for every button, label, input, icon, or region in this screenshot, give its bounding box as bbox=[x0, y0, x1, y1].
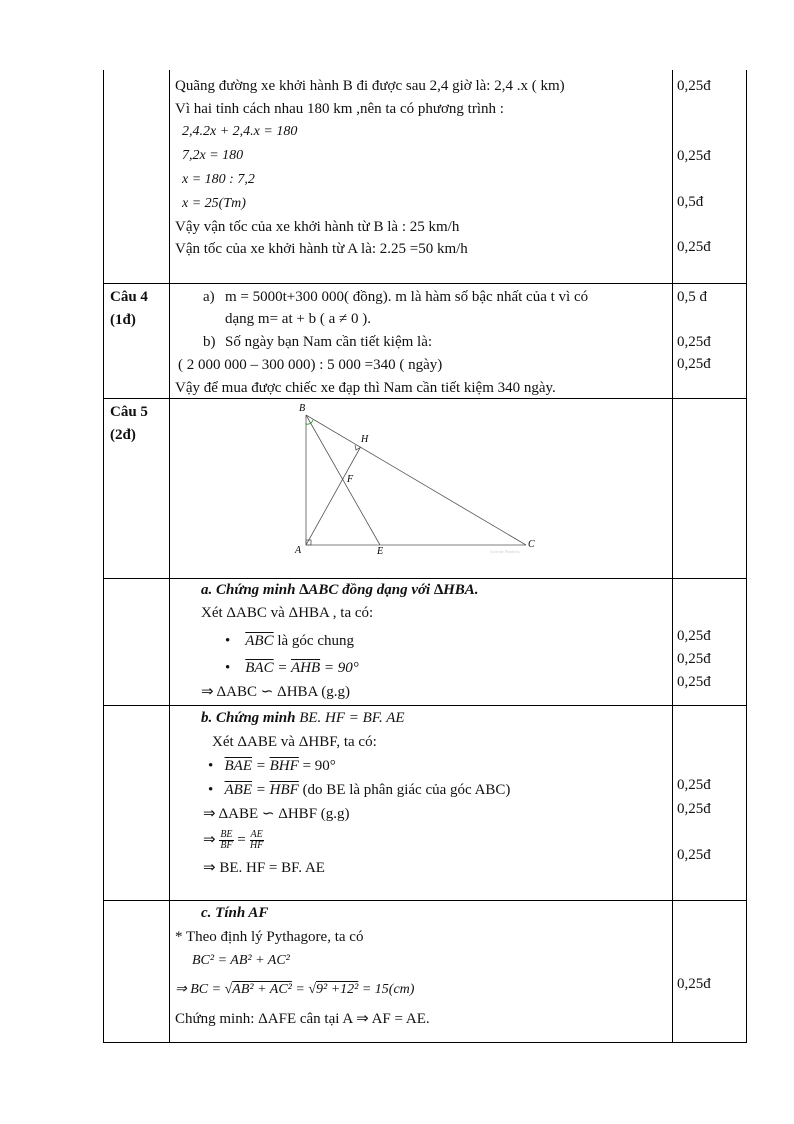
point-label-c: C bbox=[528, 539, 535, 550]
question-points: (2đ) bbox=[110, 427, 136, 443]
bullet-text: = 90° bbox=[320, 660, 359, 676]
point-label-b: B bbox=[299, 403, 306, 414]
fraction: $\frac{AE}{HF}$ bbox=[249, 829, 264, 852]
fraction: $\frac{BE}{BF}$ bbox=[220, 829, 233, 852]
bullet-item: • $\overline{ABC}$ là góc chung bbox=[225, 633, 354, 649]
text-line: dạng m= at + b ( a ≠ 0 ). bbox=[225, 311, 371, 327]
text-line: ( 2 000 000 – 300 000) : 5 000 =340 ( ngày) bbox=[178, 357, 443, 373]
part-a-title: a. Chứng minh ∆ABC đồng dạng với ∆HBA. bbox=[201, 582, 479, 598]
question-points: (1đ) bbox=[110, 312, 136, 328]
point-label-a: A bbox=[295, 545, 302, 556]
point-label-f: F bbox=[347, 474, 354, 485]
score: 0,25đ bbox=[677, 651, 711, 667]
eq-mid: = bbox=[291, 982, 309, 997]
equation: x = 25(Tm) bbox=[182, 196, 246, 211]
score: 0,25đ bbox=[677, 801, 711, 817]
watermark: Activate Windows bbox=[490, 549, 520, 554]
radicand: 9² +12² bbox=[316, 982, 359, 997]
score: 0,5 đ bbox=[677, 289, 707, 305]
score: 0,25đ bbox=[677, 78, 711, 94]
equation: x = 180 : 7,2 bbox=[182, 172, 255, 187]
angle: $\overline{AHB}$ bbox=[290, 660, 321, 676]
question-label: Câu 4 bbox=[110, 289, 148, 305]
radicand: AB² + AC² bbox=[232, 982, 292, 997]
angle: $\overline{BHF}$ bbox=[269, 758, 299, 774]
score: 0,25đ bbox=[677, 148, 711, 164]
text-line: Xét ΔABE và ΔHBF, ta có: bbox=[212, 734, 377, 750]
text-line: ⇒ ΔABE ∽ ΔHBF (g.g) bbox=[203, 806, 350, 822]
title-math: BE. HF = BF. AE bbox=[299, 710, 405, 726]
title-prefix: b. Chứng minh bbox=[201, 710, 300, 726]
angle: $\overline{BAC}$ bbox=[245, 660, 274, 676]
score: 0,25đ bbox=[677, 356, 711, 372]
fraction-equation: ⇒ $\frac{BE}{BF}$ = $\frac{AE}{HF}$ bbox=[203, 829, 264, 852]
text-line: Quãng đường xe khởi hành B đi được sau 2,4 giờ là: 2,4 .x ( km) bbox=[175, 78, 565, 94]
angle: $\overline{ABE}$ bbox=[224, 782, 253, 798]
text-line: ⇒ ΔABC ∽ ΔHBA (g.g) bbox=[201, 684, 351, 700]
text-line: ⇒ BE. HF = BF. AE bbox=[203, 860, 325, 876]
equation: ⇒ BC = √AB² + AC² = √9² +12² = 15(cm) bbox=[175, 982, 415, 997]
arrow: ⇒ bbox=[203, 832, 216, 848]
bullet-text: là góc chung bbox=[273, 633, 354, 649]
score: 0,25đ bbox=[677, 334, 711, 350]
score: 0,25đ bbox=[677, 239, 711, 255]
list-marker: a) bbox=[203, 289, 215, 305]
score: 0,25đ bbox=[677, 976, 711, 992]
text-line: Xét ΔABC và ΔHBA , ta có: bbox=[201, 605, 374, 621]
segment-bc bbox=[306, 415, 526, 545]
bullet-text: = 90° bbox=[298, 758, 336, 774]
text-line: Vì hai tỉnh cách nhau 180 km ,nên ta có phương trình : bbox=[175, 101, 504, 117]
text-line: Vậy vận tốc của xe khởi hành từ B là : 25 km/h bbox=[175, 219, 460, 235]
equation: 2,4.2x + 2,4.x = 180 bbox=[182, 124, 298, 139]
text-line: Vận tốc của xe khởi hành từ A là: 2.25 =50 km/h bbox=[175, 241, 468, 257]
text-line: Số ngày bạn Nam cần tiết kiệm là: bbox=[225, 334, 433, 350]
text-line: m = 5000t+300 000( đồng). m là hàm số bậc nhất của t vì có bbox=[225, 289, 589, 305]
text-line: Chứng minh: ΔAFE cân tại A ⇒ AF = AE. bbox=[175, 1011, 430, 1027]
equation: 7,2x = 180 bbox=[182, 148, 244, 163]
score: 0,5đ bbox=[677, 194, 704, 210]
point-label-h: H bbox=[361, 434, 369, 445]
point-label-e: E bbox=[377, 546, 384, 557]
text-line: * Theo định lý Pythagore, ta có bbox=[175, 929, 364, 945]
question-label: Câu 5 bbox=[110, 404, 148, 420]
bullet-item: • $\overline{ABE} = \overline{HBF}$ (do BE là phân giác của góc ABC) bbox=[208, 782, 511, 798]
score: 0,25đ bbox=[677, 674, 711, 690]
angle: $\overline{ABC}$ bbox=[245, 633, 274, 649]
score: 0,25đ bbox=[677, 847, 711, 863]
score: 0,25đ bbox=[677, 628, 711, 644]
part-b-title bbox=[201, 709, 405, 727]
equation: BC² = AB² + AC² bbox=[192, 953, 290, 968]
angle: $\overline{BAE}$ bbox=[224, 758, 253, 774]
bullet-item: • $\overline{BAC} = \overline{AHB} = 90^\circ$ bbox=[225, 660, 359, 676]
list-marker: b) bbox=[203, 334, 216, 350]
eq-suffix: = 15(cm) bbox=[358, 982, 415, 997]
part-c-title: c. Tính AF bbox=[201, 905, 269, 921]
score: 0,25đ bbox=[677, 777, 711, 793]
bullet-text: (do BE là phân giác của góc ABC) bbox=[298, 782, 511, 798]
eq-prefix: ⇒ BC = bbox=[175, 982, 225, 997]
bullet-item: • $\overline{BAE} = \overline{BHF} = 90^\circ$ bbox=[208, 758, 336, 774]
text-line: Vậy để mua được chiếc xe đạp thì Nam cần tiết kiệm 340 ngày. bbox=[175, 380, 556, 396]
angle: $\overline{HBF}$ bbox=[269, 782, 299, 798]
